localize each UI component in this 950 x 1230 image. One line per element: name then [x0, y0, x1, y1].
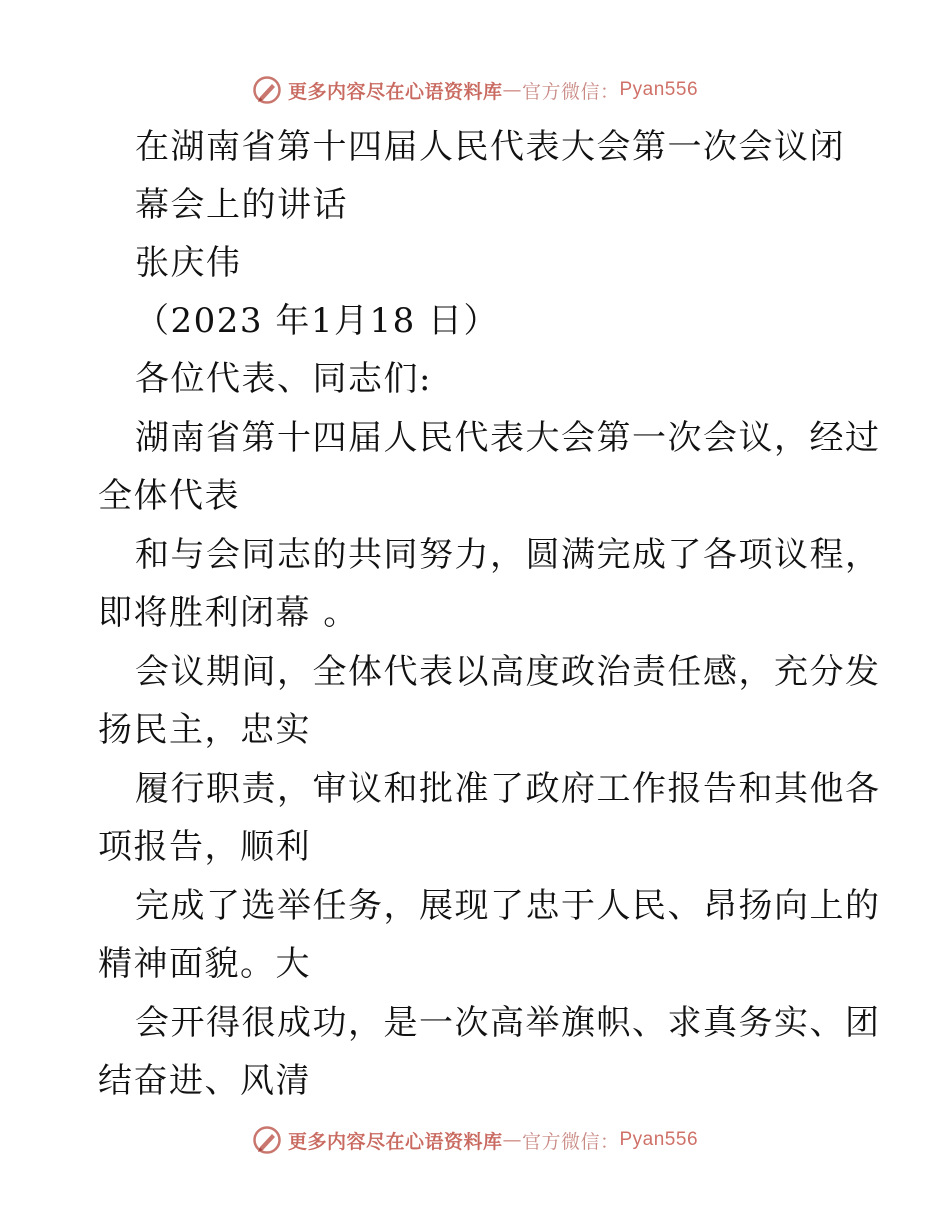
- body-line: 履行职责，审议和批准了政府工作报告和其他各: [135, 769, 881, 809]
- body-line: 全体代表: [98, 476, 240, 516]
- body-line: 项报告，顺利: [98, 827, 311, 867]
- body-line: 扬民主，忠实: [98, 710, 311, 750]
- body-line: 精神面貌。大: [98, 944, 311, 984]
- document-title-line-1: 在湖南省第十四届人民代表大会第一次会议闭: [135, 127, 845, 167]
- body-line: 完成了选举任务，展现了忠于人民、昂扬向上的: [135, 886, 881, 926]
- body-line: 结奋进、风清: [98, 1061, 311, 1101]
- pen-logo-icon: [252, 75, 282, 105]
- document-title-line-2: 幕会上的讲话: [135, 185, 348, 225]
- banner-separator: —: [502, 1129, 522, 1151]
- document-date: （2023 年1月18 日）: [135, 301, 500, 341]
- body-line: 会议期间，全体代表以高度政治责任感，充分发: [135, 652, 881, 692]
- header-watermark-banner: [0, 70, 950, 110]
- footer-watermark-banner: [0, 1120, 950, 1160]
- banner-wechat-id: Pyan556: [619, 1129, 699, 1150]
- banner-wechat-label: 官方微信：: [521, 1130, 620, 1153]
- banner-separator: —: [502, 79, 522, 101]
- document-author: 张庆伟: [135, 243, 242, 283]
- body-line: 会开得很成功，是一次高举旗帜、求真务实、团: [135, 1003, 881, 1043]
- body-line: 湖南省第十四届人民代表大会第一次会议，经过: [135, 418, 881, 458]
- document-salutation: 各位代表、同志们:: [135, 359, 432, 399]
- banner-wechat-id: Pyan556: [619, 79, 699, 100]
- banner-main-text: 更多内容尽在心语资料库: [287, 80, 503, 103]
- body-line: 和与会同志的共同努力，圆满完成了各项议程，: [135, 535, 881, 575]
- pen-logo-icon: [252, 1125, 282, 1155]
- banner-wechat-label: 官方微信：: [521, 80, 620, 103]
- body-line: 即将胜利闭幕 。: [98, 593, 359, 633]
- banner-main-text: 更多内容尽在心语资料库: [287, 1130, 503, 1153]
